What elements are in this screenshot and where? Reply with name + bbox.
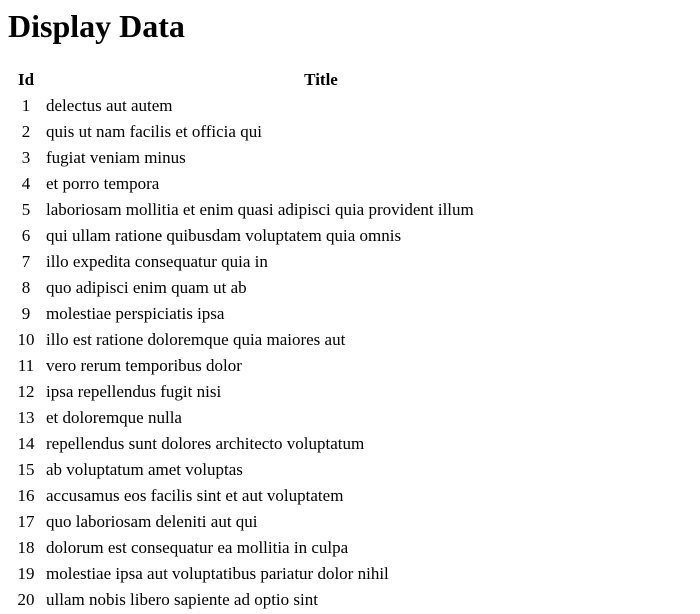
row-title-cell: vero rerum temporibus dolor <box>46 356 242 375</box>
table-row <box>10 250 598 274</box>
row-title-cell: ullam nobis libero sapiente ad optio sint <box>46 590 318 609</box>
row-title-cell: qui ullam ratione quibusdam voluptatem quia omnis <box>46 226 402 245</box>
row-id-cell: 9 <box>21 304 31 323</box>
row-title-cell: fugiat veniam minus <box>46 148 186 167</box>
row-id-cell: 18 <box>17 538 35 557</box>
row-id-cell: 20 <box>17 590 35 609</box>
row-title-cell: quis ut nam facilis et officia qui <box>46 122 262 141</box>
table-row <box>10 302 598 326</box>
row-title-cell: molestiae ipsa aut voluptatibus pariatur dolor nihil <box>46 564 389 583</box>
table-row <box>10 484 598 508</box>
row-id-cell: 16 <box>17 486 35 505</box>
row-title-cell: accusamus eos facilis sint et aut voluptatem <box>46 486 344 505</box>
table-body <box>10 94 598 612</box>
table-header-row <box>10 68 598 92</box>
row-title-cell: quo laboriosam deleniti aut qui <box>46 512 258 531</box>
column-header-id: Id <box>17 70 35 89</box>
row-title-cell: molestiae perspiciatis ipsa <box>46 304 225 323</box>
row-id-cell: 14 <box>17 434 35 453</box>
row-id-cell: 17 <box>17 512 35 531</box>
table-row <box>10 354 598 378</box>
row-title-cell: ipsa repellendus fugit nisi <box>46 382 222 401</box>
row-title-cell: et porro tempora <box>46 174 160 193</box>
row-title-cell: ab voluptatum amet voluptas <box>46 460 243 479</box>
row-id-cell: 2 <box>21 122 31 141</box>
row-title-cell: repellendus sunt dolores architecto voluptatum <box>46 434 365 453</box>
data-table <box>8 66 600 614</box>
row-id-cell: 1 <box>21 96 31 115</box>
row-title-cell: illo est ratione doloremque quia maiores aut <box>46 330 346 349</box>
table-row <box>10 536 598 560</box>
row-id-cell: 12 <box>17 382 35 401</box>
row-title-cell: laboriosam mollitia et enim quasi adipisci quia provident illum <box>46 200 474 219</box>
table-row <box>10 380 598 404</box>
column-header-title: Title <box>304 70 338 89</box>
row-id-cell: 5 <box>21 200 31 219</box>
row-title-cell: quo adipisci enim quam ut ab <box>46 278 247 297</box>
table-header <box>10 68 598 92</box>
table-row <box>10 120 598 144</box>
row-id-cell: 19 <box>17 564 35 583</box>
row-id-cell: 10 <box>17 330 35 349</box>
row-id-cell: 13 <box>17 408 35 427</box>
table-row <box>10 198 598 222</box>
row-id-cell: 7 <box>21 252 31 271</box>
row-id-cell: 4 <box>21 174 31 193</box>
table-row <box>10 406 598 430</box>
row-title-cell: delectus aut autem <box>46 96 173 115</box>
table-row <box>10 172 598 196</box>
row-title-cell: dolorum est consequatur ea mollitia in culpa <box>46 538 349 557</box>
row-title-cell: et doloremque nulla <box>46 408 182 427</box>
table-row <box>10 432 598 456</box>
row-id-cell: 6 <box>21 226 31 245</box>
table-row <box>10 224 598 248</box>
table-row <box>10 328 598 352</box>
table-row <box>10 146 598 170</box>
table-row <box>10 562 598 586</box>
table-row <box>10 458 598 482</box>
table-row <box>10 276 598 300</box>
table-row <box>10 510 598 534</box>
page-title: Display Data <box>8 8 185 44</box>
table-row <box>10 94 598 118</box>
row-id-cell: 8 <box>21 278 31 297</box>
row-id-cell: 3 <box>21 148 31 167</box>
row-id-cell: 15 <box>17 460 35 479</box>
table-row <box>10 588 598 612</box>
row-title-cell: illo expedita consequatur quia in <box>46 252 268 271</box>
row-id-cell: 11 <box>17 356 35 375</box>
